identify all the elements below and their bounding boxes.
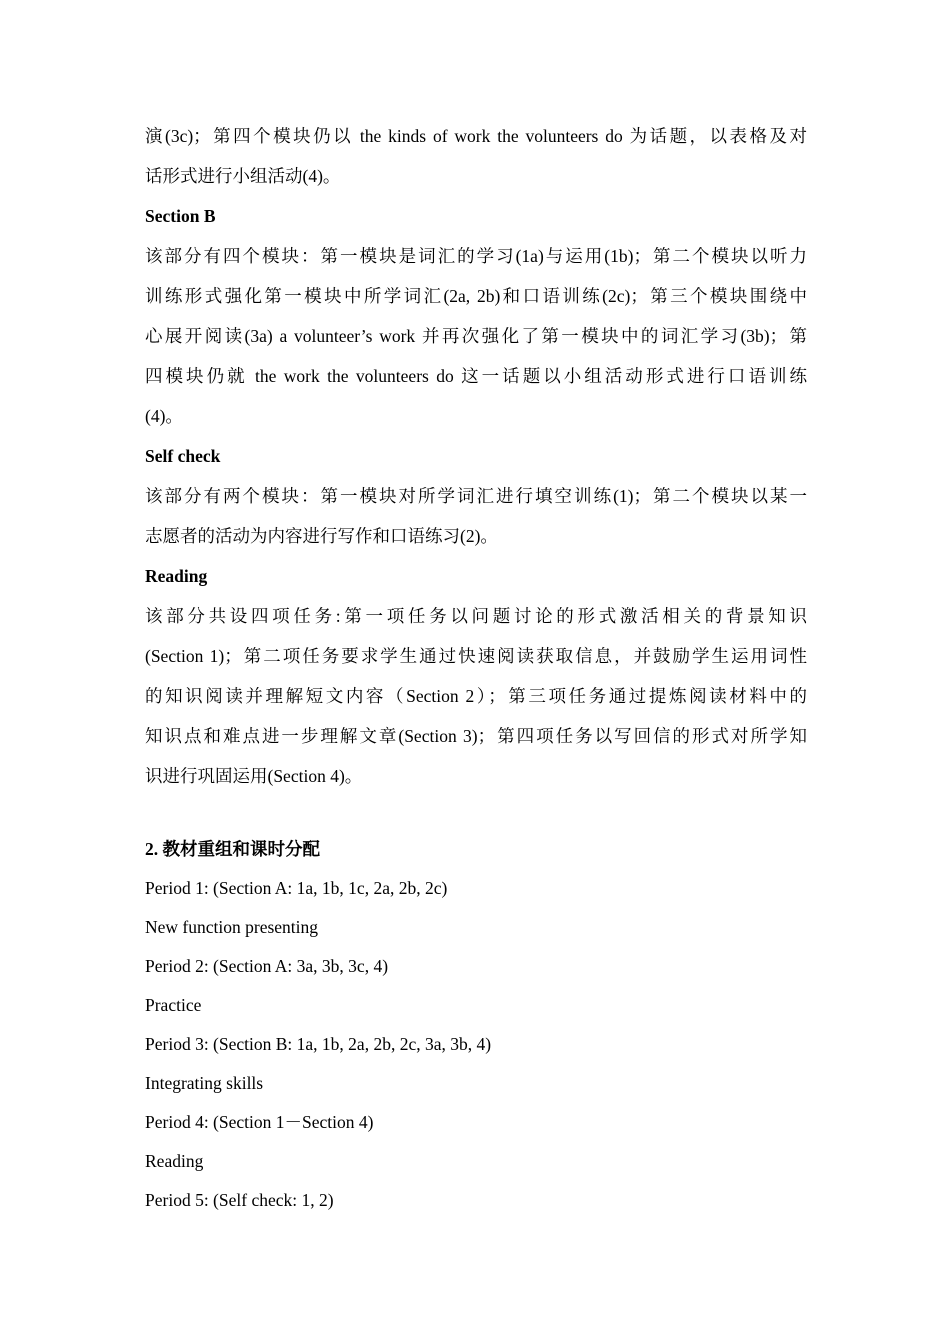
- schedule-item: Period 5: (Self check: 1, 2): [145, 1190, 334, 1210]
- section-b-block: [145, 196, 807, 436]
- schedule-item: Period 4: (Section 1－Section 4): [145, 1112, 374, 1132]
- paragraph-line: 该部分有两个模块：第一模块对所学词汇进行填空训练(1)；第二个模块以某一: [145, 486, 807, 506]
- paragraph-line: 训练形式强化第一模块中所学词汇(2a, 2b)和口语训练(2c)；第三个模块围绕中: [145, 286, 807, 306]
- schedule-item: Period 3: (Section B: 1a, 1b, 2a, 2b, 2c, 3a, 3b, 4): [145, 1034, 492, 1054]
- reading-heading: Reading: [145, 566, 208, 586]
- paragraph-line: 知识点和难点进一步理解文章(Section 3)；第四项任务以写回信的形式对所学知: [145, 726, 807, 746]
- paragraph-line: 识进行巩固运用(Section 4)。: [145, 766, 363, 786]
- paragraph-line: 该部分有四个模块：第一模块是词汇的学习(1a)与运用(1b)；第二个模块以听力: [145, 246, 807, 266]
- section-b-heading: Section B: [145, 206, 216, 226]
- document-page: [145, 116, 807, 1220]
- self-check-block: [145, 436, 807, 556]
- self-check-heading: Self check: [145, 446, 221, 466]
- paragraph-line: 志愿者的活动为内容进行写作和口语练习(2)。: [145, 526, 498, 546]
- schedule-item: Period 2: (Section A: 3a, 3b, 3c, 4): [145, 956, 389, 976]
- paragraph-line: (Section 1)；第二项任务要求学生通过快速阅读获取信息，并鼓励学生运用词性: [145, 646, 807, 666]
- paragraph-line: 四模块仍就 the work the volunteers do 这一话题以小组活动形式进行口语训练: [145, 366, 807, 386]
- schedule-block: [145, 830, 807, 1220]
- paragraph-gap: [145, 796, 807, 830]
- paragraph-line: 该部分共设四项任务:第一项任务以问题讨论的形式激活相关的背景知识: [145, 606, 807, 626]
- paragraph-line: 的知识阅读并理解短文内容（Section 2）；第三项任务通过提炼阅读材料中的: [145, 686, 807, 706]
- schedule-item: Period 1: (Section A: 1a, 1b, 1c, 2a, 2b, 2c): [145, 878, 448, 898]
- paragraph-line: 演(3c)；第四个模块仍以 the kinds of work the volunteers do 为话题，以表格及对: [145, 126, 807, 146]
- intro-paragraph: [145, 116, 807, 196]
- schedule-item: Reading: [145, 1151, 204, 1171]
- schedule-item: Practice: [145, 995, 202, 1015]
- reading-block: [145, 556, 807, 796]
- schedule-heading: 2. 教材重组和课时分配: [145, 839, 320, 859]
- paragraph-line: 心展开阅读(3a) a volunteer’s work 并再次强化了第一模块中的词汇学习(3b)；第: [145, 326, 807, 346]
- paragraph-line: 话形式进行小组活动(4)。: [145, 166, 341, 186]
- schedule-item: New function presenting: [145, 917, 319, 937]
- paragraph-line: (4)。: [145, 406, 183, 426]
- schedule-item: Integrating skills: [145, 1073, 264, 1093]
